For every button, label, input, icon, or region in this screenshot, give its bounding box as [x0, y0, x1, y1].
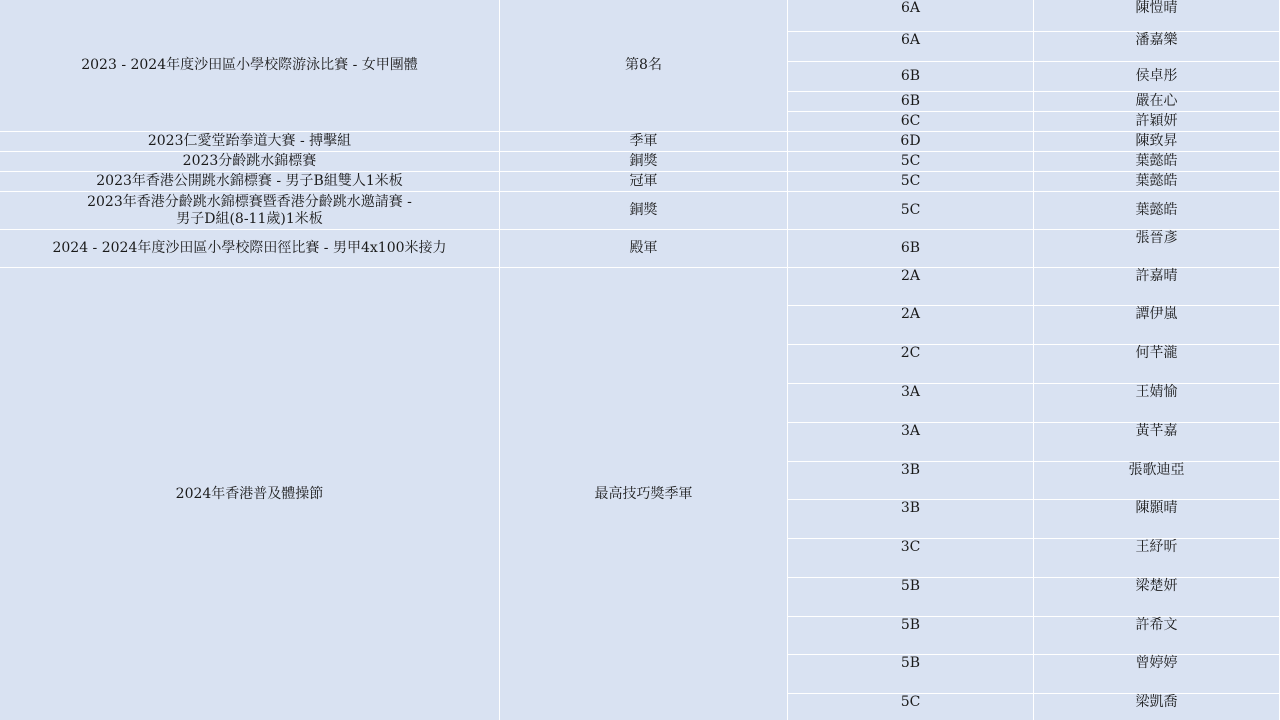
class-text: 6A [900, 0, 921, 16]
student-name-cell [1034, 152, 1280, 172]
student-name: 陳顥晴 [1135, 500, 1178, 516]
student-name: 曾婷婷 [1135, 655, 1178, 671]
competition-text: 2023年香港分齡跳水錦標賽暨香港分齡跳水邀請賽 - 男子D組(8-11歲)1米板 [87, 193, 412, 227]
class-cell [788, 384, 1034, 423]
student-name: 許希文 [1135, 617, 1178, 633]
class-cell [788, 539, 1034, 578]
class-cell [788, 62, 1034, 92]
student-name: 王婧愉 [1135, 384, 1178, 400]
student-name-cell [1034, 132, 1280, 152]
class-text: 3C [900, 539, 921, 555]
class-cell [788, 132, 1034, 152]
competition-text: 2024年香港普及體操節 [175, 485, 324, 502]
class-cell [788, 192, 1034, 230]
student-name: 張晉彥 [1135, 230, 1178, 246]
student-name: 許嘉晴 [1135, 268, 1178, 284]
class-cell [788, 152, 1034, 172]
student-name-cell [1034, 694, 1280, 720]
class-cell [788, 345, 1034, 384]
award-cell [500, 192, 788, 230]
student-name-cell [1034, 345, 1280, 384]
student-name: 陳致昇 [1135, 133, 1178, 149]
student-name-cell [1034, 0, 1280, 32]
class-text: 5C [900, 694, 921, 710]
student-name: 梁楚妍 [1135, 578, 1178, 594]
award-cell [500, 230, 788, 268]
student-name-cell [1034, 306, 1280, 345]
class-text: 5C [900, 153, 921, 169]
award-text: 冠軍 [629, 173, 658, 189]
student-name: 葉懿皓 [1135, 173, 1178, 189]
class-cell [788, 694, 1034, 720]
student-name: 潘嘉樂 [1135, 32, 1178, 48]
student-name: 許穎妍 [1135, 113, 1178, 129]
class-text: 2C [900, 345, 921, 361]
student-name: 黃芊嘉 [1135, 423, 1178, 439]
student-name-cell [1034, 462, 1280, 500]
class-cell [788, 655, 1034, 694]
class-text: 6B [900, 68, 921, 84]
student-name-cell [1034, 92, 1280, 112]
class-cell [788, 92, 1034, 112]
student-name: 侯卓彤 [1135, 68, 1178, 84]
class-text: 6B [900, 240, 921, 256]
student-name: 梁凱喬 [1135, 694, 1178, 710]
class-text: 6C [900, 113, 921, 129]
award-text: 第8名 [625, 57, 662, 73]
student-name: 葉懿皓 [1135, 202, 1178, 218]
student-name-cell [1034, 578, 1280, 617]
class-cell [788, 230, 1034, 268]
award-text: 銅獎 [629, 202, 658, 218]
award-text: 季軍 [629, 133, 658, 149]
class-cell [788, 268, 1034, 306]
class-cell [788, 617, 1034, 655]
competition-cell [0, 132, 500, 152]
class-cell [788, 306, 1034, 345]
class-text: 5B [900, 578, 921, 594]
class-text: 6A [900, 32, 921, 48]
class-cell [788, 0, 1034, 32]
competition-cell [0, 152, 500, 172]
student-name-cell [1034, 112, 1280, 132]
class-cell [788, 112, 1034, 132]
class-cell [788, 500, 1034, 539]
class-cell [788, 423, 1034, 462]
class-cell [788, 462, 1034, 500]
student-name-cell [1034, 192, 1280, 230]
class-cell [788, 172, 1034, 192]
student-name-cell [1034, 423, 1280, 462]
competition-cell [0, 0, 500, 132]
competition-cell [0, 230, 500, 268]
student-name: 葉懿皓 [1135, 153, 1178, 169]
student-name-cell [1034, 500, 1280, 539]
student-name-cell [1034, 32, 1280, 62]
class-text: 3B [900, 462, 921, 478]
student-name-cell [1034, 268, 1280, 306]
class-text: 5B [900, 617, 921, 633]
class-text: 6B [900, 93, 921, 109]
class-text: 2A [900, 268, 921, 284]
competition-cell [0, 172, 500, 192]
student-name-cell [1034, 62, 1280, 92]
student-name: 嚴在心 [1135, 93, 1178, 109]
class-text: 3A [900, 384, 921, 400]
class-text: 5C [900, 173, 921, 189]
competition-text: 2023仁愛堂跆拳道大賽 - 搏擊組 [147, 133, 352, 149]
award-cell [500, 268, 788, 720]
student-name-cell [1034, 539, 1280, 578]
student-name: 何芊瀧 [1135, 345, 1178, 361]
class-cell [788, 578, 1034, 617]
award-cell [500, 0, 788, 132]
award-cell [500, 132, 788, 152]
award-text: 殿軍 [629, 240, 658, 256]
award-cell [500, 172, 788, 192]
competition-text: 2023分齡跳水錦標賽 [182, 153, 317, 169]
award-text: 最高技巧獎季軍 [594, 485, 693, 502]
class-text: 5B [900, 655, 921, 671]
class-text: 2A [900, 306, 921, 322]
award-cell [500, 152, 788, 172]
class-text: 5C [900, 202, 921, 218]
award-text: 銅獎 [629, 153, 658, 169]
student-name-cell [1034, 384, 1280, 423]
student-name: 張歌迪亞 [1128, 462, 1185, 478]
student-name-cell [1034, 655, 1280, 694]
competition-text: 2023年香港公開跳水錦標賽 - 男子B組雙人1米板 [96, 173, 403, 189]
class-cell [788, 32, 1034, 62]
class-text: 6D [900, 133, 921, 149]
competition-text: 2023 - 2024年度沙田區小學校際游泳比賽 - 女甲團體 [81, 57, 418, 73]
competition-cell [0, 268, 500, 720]
class-text: 3A [900, 423, 921, 439]
class-text: 3B [900, 500, 921, 516]
student-name: 王紓昕 [1135, 539, 1178, 555]
student-name-cell [1034, 617, 1280, 655]
competition-text: 2024 - 2024年度沙田區小學校際田徑比賽 - 男甲4x100米接力 [52, 240, 447, 256]
student-name-cell [1034, 230, 1280, 268]
student-name: 譚伊嵐 [1135, 306, 1178, 322]
student-name: 陳愷晴 [1135, 0, 1178, 16]
student-name-cell [1034, 172, 1280, 192]
competition-cell [0, 192, 500, 230]
